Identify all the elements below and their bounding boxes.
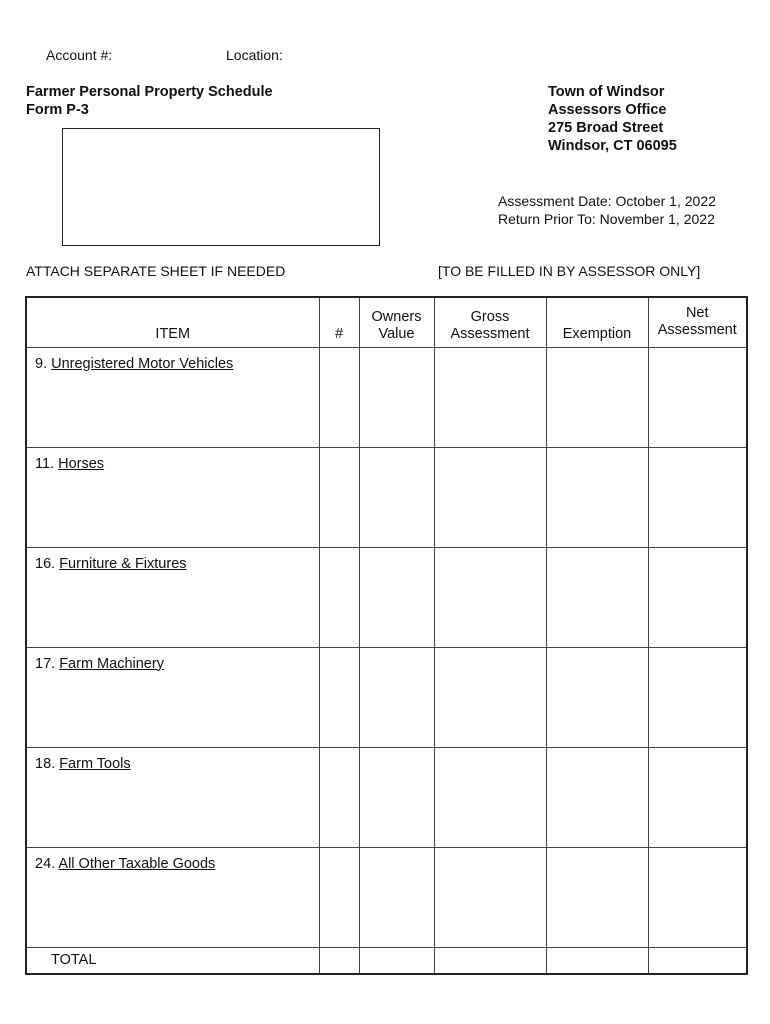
net-assessment-cell[interactable]: [648, 647, 747, 747]
account-label: Account #:: [46, 47, 113, 63]
form-title: Farmer Personal Property Schedule: [26, 84, 273, 100]
exemption-cell[interactable]: [546, 347, 648, 447]
col-item: ITEM: [26, 297, 319, 347]
total-net-assessment-cell[interactable]: [648, 947, 747, 974]
total-owners-value-cell[interactable]: [359, 947, 434, 974]
col-net-assessment: Net Assessment: [648, 297, 747, 347]
col-exemption: Exemption: [546, 297, 648, 347]
total-row: [26, 947, 747, 974]
item-label: Farm Machinery: [59, 655, 164, 672]
item-label: Unregistered Motor Vehicles: [51, 355, 234, 372]
form-number: Form P-3: [26, 102, 89, 118]
owners-value-cell[interactable]: [359, 747, 434, 847]
total-gross-assessment-cell[interactable]: [434, 947, 546, 974]
count-cell[interactable]: [319, 447, 359, 547]
col-owners-value: Owners Value: [359, 297, 434, 347]
gross-assessment-cell[interactable]: [434, 447, 546, 547]
property-schedule-table: [25, 296, 748, 975]
total-exemption-cell[interactable]: [546, 947, 648, 974]
table-row: [26, 847, 747, 947]
item-label: Furniture & Fixtures: [59, 555, 187, 572]
office-city: Windsor, CT 06095: [548, 138, 677, 154]
location-label: Location:: [226, 47, 283, 63]
gross-assessment-cell[interactable]: [434, 847, 546, 947]
gross-assessment-cell[interactable]: [434, 647, 546, 747]
owners-value-cell[interactable]: [359, 347, 434, 447]
owners-value-cell[interactable]: [359, 647, 434, 747]
item-label: All Other Taxable Goods: [58, 855, 216, 872]
item-cell: 11. Horses: [26, 447, 319, 547]
owners-value-cell[interactable]: [359, 847, 434, 947]
total-count-cell[interactable]: [319, 947, 359, 974]
exemption-cell[interactable]: [546, 547, 648, 647]
return-date: Return Prior To: November 1, 2022: [498, 211, 715, 227]
mailing-address-box[interactable]: [62, 128, 380, 246]
exemption-cell[interactable]: [546, 747, 648, 847]
item-cell: 9. Unregistered Motor Vehicles: [26, 347, 319, 447]
attach-note: ATTACH SEPARATE SHEET IF NEEDED: [26, 263, 286, 279]
owners-value-cell[interactable]: [359, 447, 434, 547]
assessor-only-note: [TO BE FILLED IN BY ASSESSOR ONLY]: [438, 263, 701, 279]
exemption-cell[interactable]: [546, 447, 648, 547]
table-row: [26, 547, 747, 647]
exemption-cell[interactable]: [546, 647, 648, 747]
owners-value-cell[interactable]: [359, 547, 434, 647]
office-department: Assessors Office: [548, 102, 667, 118]
net-assessment-cell[interactable]: [648, 747, 747, 847]
office-name: Town of Windsor: [548, 84, 665, 100]
assessment-date: Assessment Date: October 1, 2022: [498, 193, 716, 209]
item-cell: 18. Farm Tools: [26, 747, 319, 847]
table-header-row: [26, 297, 747, 347]
count-cell[interactable]: [319, 747, 359, 847]
net-assessment-cell[interactable]: [648, 547, 747, 647]
count-cell[interactable]: [319, 347, 359, 447]
item-label: Farm Tools: [59, 755, 131, 772]
gross-assessment-cell[interactable]: [434, 747, 546, 847]
table-row: [26, 747, 747, 847]
col-count: #: [319, 297, 359, 347]
item-cell: 24. All Other Taxable Goods: [26, 847, 319, 947]
exemption-cell[interactable]: [546, 847, 648, 947]
total-label: TOTAL: [26, 947, 319, 974]
col-gross-assessment: Gross Assessment: [434, 297, 546, 347]
item-cell: 16. Furniture & Fixtures: [26, 547, 319, 647]
count-cell[interactable]: [319, 547, 359, 647]
net-assessment-cell[interactable]: [648, 847, 747, 947]
count-cell[interactable]: [319, 647, 359, 747]
office-street: 275 Broad Street: [548, 120, 664, 136]
item-label: Horses: [58, 455, 105, 472]
net-assessment-cell[interactable]: [648, 447, 747, 547]
count-cell[interactable]: [319, 847, 359, 947]
table-row: [26, 347, 747, 447]
item-cell: 17. Farm Machinery: [26, 647, 319, 747]
net-assessment-cell[interactable]: [648, 347, 747, 447]
gross-assessment-cell[interactable]: [434, 347, 546, 447]
table-row: [26, 647, 747, 747]
table-row: [26, 447, 747, 547]
gross-assessment-cell[interactable]: [434, 547, 546, 647]
